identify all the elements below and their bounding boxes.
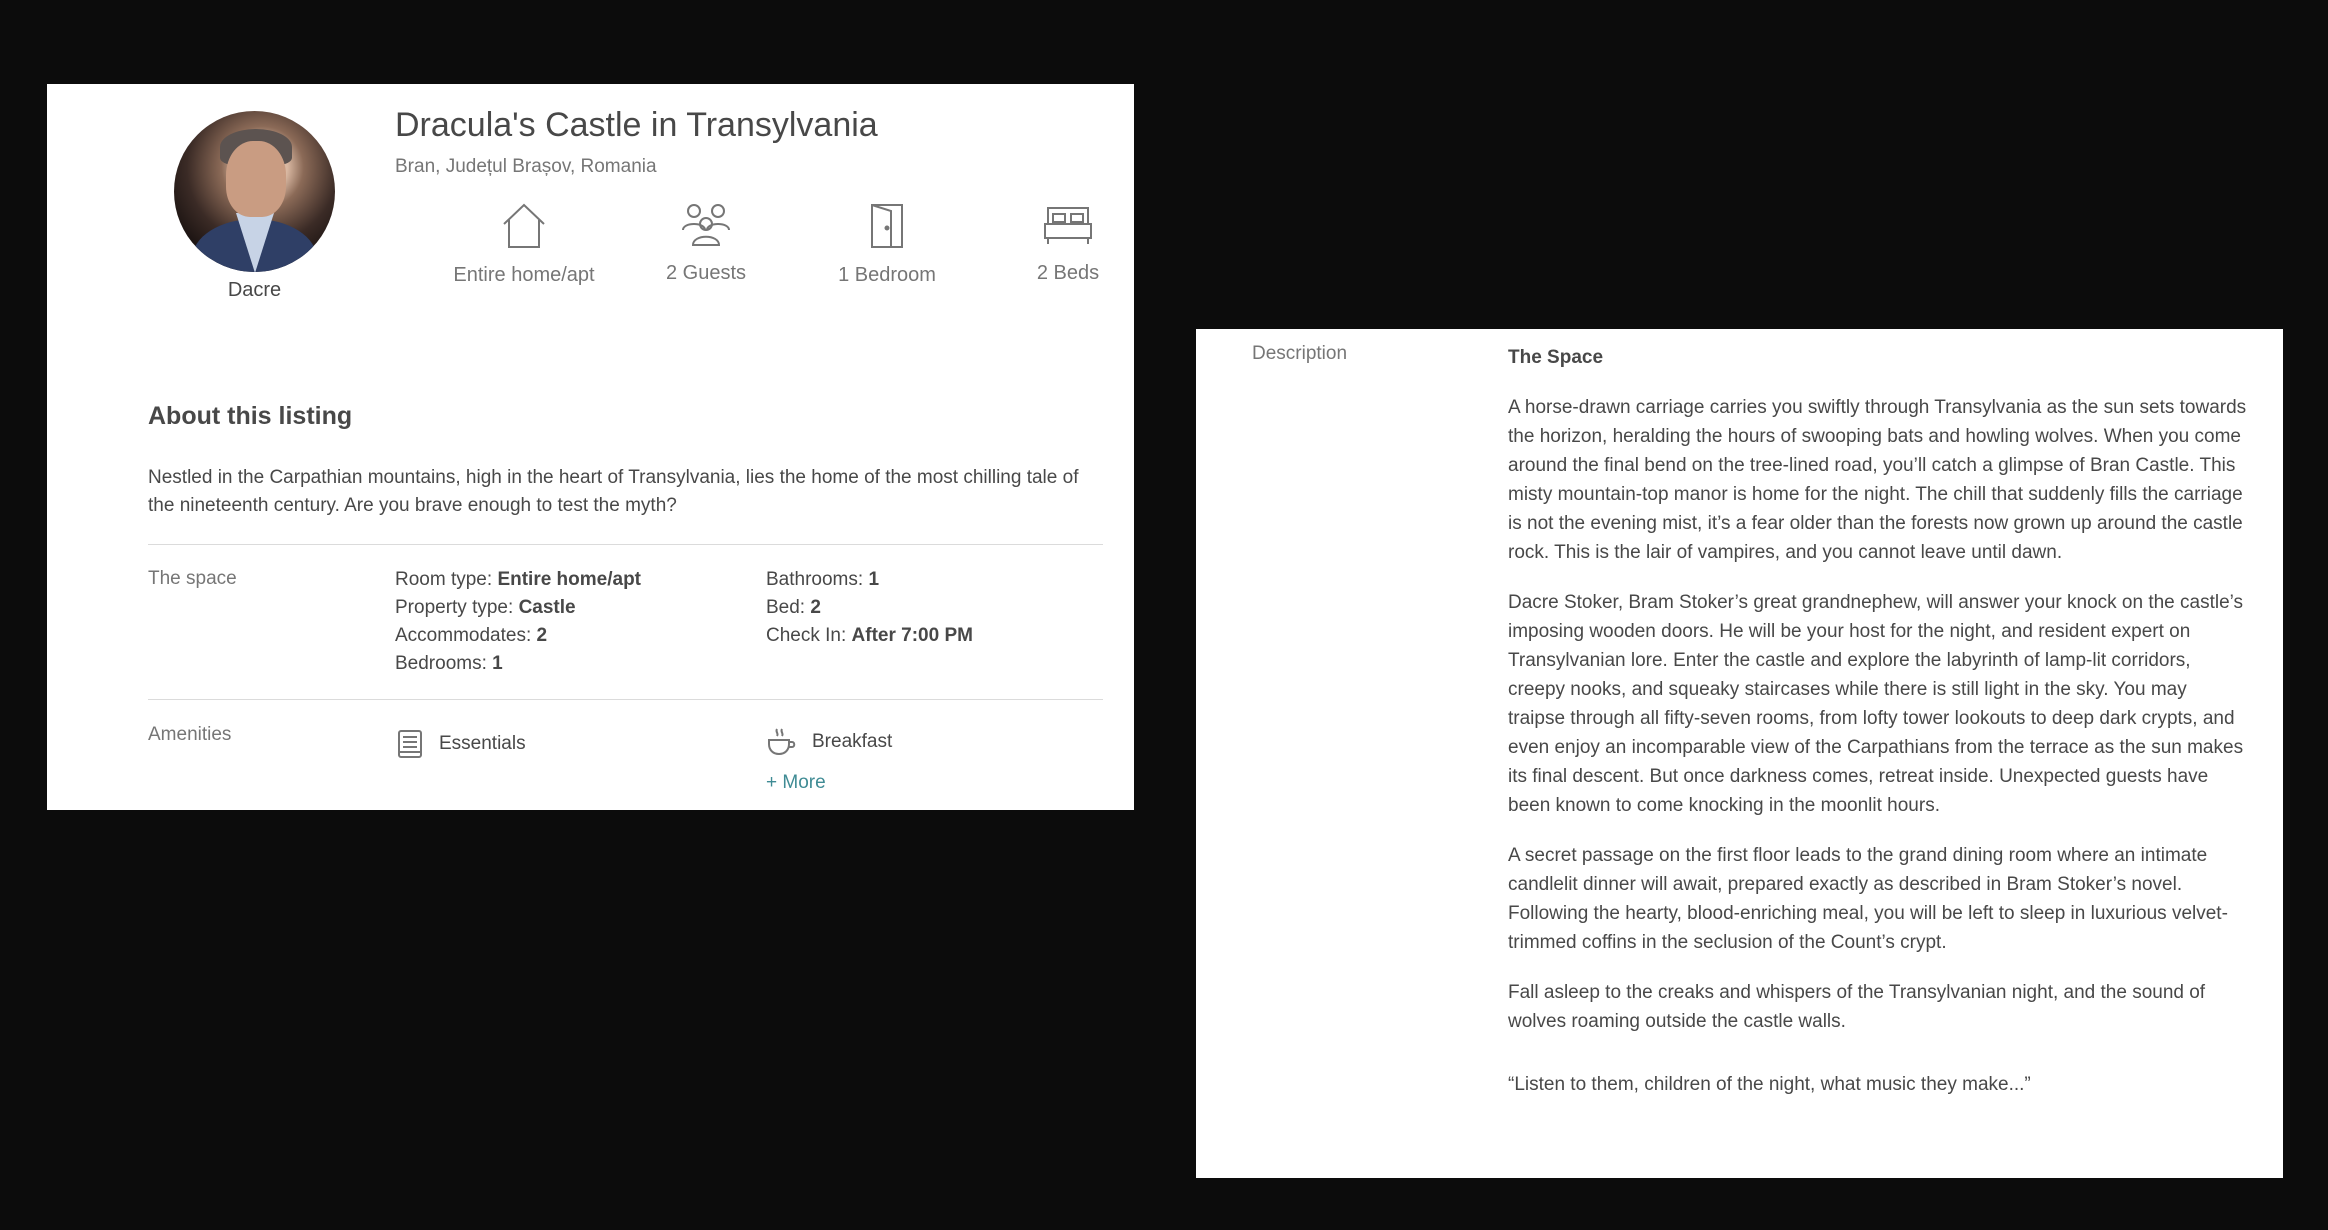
bedrooms-row: Bedrooms: 1 (395, 653, 503, 674)
host-name[interactable]: Dacre (227, 279, 282, 301)
description-paragraph: Dacre Stoker, Bram Stoker’s great grandnephew, will answer your knock on the castle’s imposing wooden doors. He will be your host for the night, and resident expert on Transylvanian lore. Enter the castle and explore the labyrinth of lamp-lit corridors, creepy nooks, and squeaky staircases while there is still light in the sky. You may traipse through all fifty-seven rooms, from lofty tower lookouts to deep dark crypts, and even enjoy an incomparable view of the Carpathians from the terrace as the sun makes its final descent. But once darkness comes, retreat inside. Unexpected guests have been known to come knocking in the moonlit hours. (1508, 592, 2244, 816)
feature-guests-label: 2 Guests (665, 262, 747, 284)
description-quote: “Listen to them, children of the night, what music they make...” (1508, 1074, 2031, 1095)
feature-beds (978, 202, 1134, 285)
feature-bedrooms (797, 202, 977, 287)
property-type-row: Property type: Castle (395, 597, 576, 618)
amenity-essentials-label: Essentials (439, 733, 526, 754)
about-text: Nestled in the Carpathian mountains, high in the heart of Transylvania, lies the home of the most chilling tale of the nineteenth century. Are you brave enough to test the myth? (148, 467, 1079, 516)
amenity-essentials (395, 728, 526, 760)
bed-row: Bed: 2 (766, 597, 821, 618)
host-avatar[interactable] (174, 111, 335, 272)
feature-bedrooms-label: 1 Bedroom (838, 264, 936, 286)
coffee-cup-icon (766, 726, 798, 758)
feature-beds-label: 2 Beds (1036, 262, 1100, 284)
guests-icon (680, 202, 732, 248)
description-body (1508, 343, 2248, 1120)
listing-location: Bran, Județul Brașov, Romania (395, 156, 657, 177)
listing-title: Dracula's Castle in Transylvania (395, 106, 878, 144)
amenity-breakfast-label: Breakfast (812, 731, 893, 752)
accommodates-row: Accommodates: 2 (395, 625, 548, 646)
bed-icon (1042, 202, 1094, 248)
description-label: Description (1252, 343, 1348, 364)
description-panel (1196, 329, 2283, 1178)
description-paragraph: A secret passage on the first floor leads to the grand dining room where an intimate candlelit dinner will await, prepared exactly as described in Bram Stoker’s novel. Following the hearty, blood-enriching meal, you will be left to sleep in luxurious velvet-trimmed coffins in the seclusion of the Count’s crypt. (1508, 845, 2228, 953)
feature-guests (616, 202, 796, 285)
description-paragraph: Fall asleep to the creaks and whispers of the Transylvanian night, and the sound of wolves roaming outside the castle walls. (1508, 982, 2206, 1032)
check-in-row: Check In: After 7:00 PM (766, 625, 973, 646)
room-type-row: Room type: Entire home/apt (395, 569, 642, 590)
about-title: About this listing (148, 402, 353, 430)
feature-room-type (434, 202, 614, 287)
space-details-right (766, 566, 973, 650)
space-details-left (395, 566, 641, 678)
listing-summary-panel (47, 84, 1134, 810)
feature-room-type-label: Entire home/apt (453, 264, 595, 286)
more-amenities-link[interactable]: + More (766, 772, 826, 793)
description-paragraph: A horse-drawn carriage carries you swiftly through Transylvania as the sun sets towards the horizon, heralding the hours of swooping bats and howling wolves. When you come around the final bend on the tree-lined road, you’ll catch a glimpse of Bran Castle. This misty mountain-top manor is home for the night. The chill that suddenly fills the carriage is not the evening mist, it’s a fear older than the forests now grown up around the castle rock. This is the lair of vampires, and you cannot leave until dawn. (1508, 397, 2247, 563)
bathrooms-row: Bathrooms: 1 (766, 569, 880, 590)
essentials-icon (395, 728, 425, 760)
description-heading: The Space (1508, 347, 1604, 368)
space-label: The space (148, 568, 237, 589)
door-icon (867, 202, 907, 250)
divider (148, 699, 1103, 700)
house-icon (501, 202, 547, 250)
divider (148, 544, 1103, 545)
amenities-label: Amenities (148, 724, 232, 745)
amenity-breakfast (766, 726, 892, 758)
